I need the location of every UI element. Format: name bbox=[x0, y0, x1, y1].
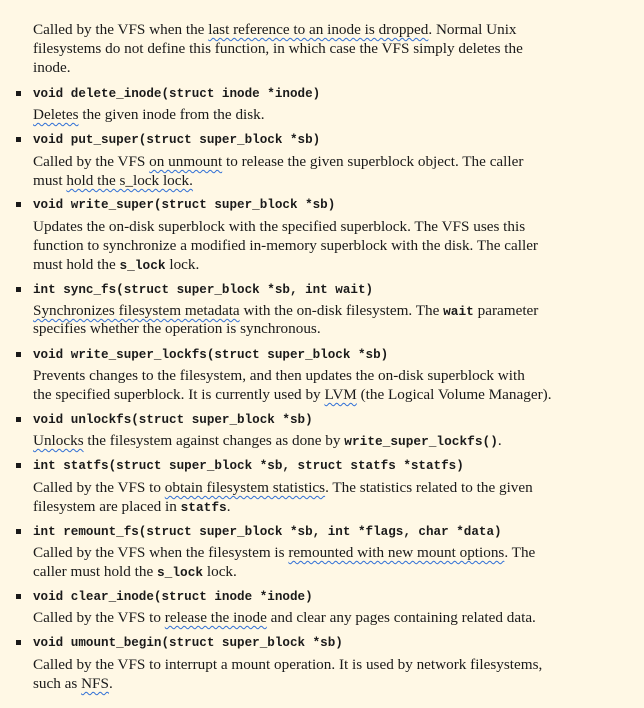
method-signature: void delete_inode(struct inode *inode) bbox=[33, 87, 321, 101]
spellcheck-mark[interactable]: last reference to an inode is dropped bbox=[208, 21, 429, 38]
method-signature: void put_super(struct super_block *sb) bbox=[33, 133, 321, 147]
bullet-icon bbox=[16, 640, 21, 645]
method-description: such as NFS. bbox=[33, 675, 113, 692]
method-signature: int sync_fs(struct super_block *sb, int wait) bbox=[33, 283, 374, 297]
bullet-icon bbox=[16, 352, 21, 357]
method-description: Synchronizes filesystem metadata with the on-disk filesystem. The wait parameter bbox=[33, 302, 539, 319]
method-description: Called by the VFS to interrupt a mount operation. It is used by network filesystems, bbox=[33, 656, 543, 673]
spellcheck-mark[interactable]: LVM bbox=[324, 386, 357, 403]
intro-line-1: Called by the VFS when the last reference to an inode is dropped. Normal Unix bbox=[33, 21, 517, 38]
spellcheck-mark[interactable]: hold the s_lock lock. bbox=[66, 172, 193, 189]
inline-code: write_super_lockfs() bbox=[344, 434, 498, 449]
method-description: function to synchronize a modified in-memory superblock with the disk. The caller bbox=[33, 237, 538, 254]
bullet-icon bbox=[16, 594, 21, 599]
method-description: the specified superblock. It is currently used by LVM (the Logical Volume Manager). bbox=[33, 386, 552, 403]
method-signature: int remount_fs(struct super_block *sb, int *flags, char *data) bbox=[33, 525, 502, 539]
bullet-icon bbox=[16, 463, 21, 468]
method-signature: void write_super_lockfs(struct super_block *sb) bbox=[33, 348, 389, 362]
bullet-icon bbox=[16, 417, 21, 422]
method-description: Called by the VFS when the filesystem is remounted with new mount options. The bbox=[33, 544, 536, 561]
intro-line-2: filesystems do not define this function, in which case the VFS simply deletes the bbox=[33, 40, 523, 57]
method-description: Deletes the given inode from the disk. bbox=[33, 106, 265, 123]
inline-code: statfs bbox=[180, 500, 227, 515]
spellcheck-mark[interactable]: remounted with new mount options bbox=[288, 544, 505, 561]
inline-code: wait bbox=[443, 304, 474, 319]
bullet-icon bbox=[16, 91, 21, 96]
method-signature: int statfs(struct super_block *sb, struct statfs *statfs) bbox=[33, 459, 464, 473]
inline-code: s_lock bbox=[157, 565, 204, 580]
spellcheck-mark[interactable]: Deletes bbox=[33, 106, 79, 123]
spellcheck-mark[interactable]: release the inode bbox=[164, 609, 267, 626]
bullet-icon bbox=[16, 529, 21, 534]
spellcheck-mark[interactable]: Unlocks bbox=[33, 432, 84, 449]
spellcheck-mark[interactable]: obtain filesystem statistics bbox=[164, 479, 326, 496]
bullet-icon bbox=[16, 202, 21, 207]
method-signature: void clear_inode(struct inode *inode) bbox=[33, 590, 313, 604]
intro-line-3: inode. bbox=[33, 59, 71, 76]
method-description: specifies whether the operation is synchronous. bbox=[33, 320, 321, 337]
method-description: must hold the s_lock lock. bbox=[33, 172, 193, 189]
method-description: Updates the on-disk superblock with the specified superblock. The VFS uses this bbox=[33, 218, 526, 235]
method-description: Called by the VFS to release the inode and clear any pages containing related data. bbox=[33, 609, 536, 626]
method-signature: void umount_begin(struct super_block *sb) bbox=[33, 636, 343, 650]
spellcheck-mark[interactable]: Synchronizes filesystem metadata bbox=[33, 302, 240, 319]
method-description: Called by the VFS to obtain filesystem statistics. The statistics related to the given bbox=[33, 479, 533, 496]
bullet-icon bbox=[16, 287, 21, 292]
method-description: Called by the VFS on unmount to release the given superblock object. The caller bbox=[33, 153, 524, 170]
method-description: filesystem are placed in statfs. bbox=[33, 498, 231, 515]
inline-code: s_lock bbox=[119, 258, 166, 273]
spellcheck-mark[interactable]: NFS bbox=[81, 675, 109, 692]
spellcheck-mark[interactable]: on unmount bbox=[149, 153, 223, 170]
method-description: caller must hold the s_lock lock. bbox=[33, 563, 237, 580]
method-description: Unlocks the filesystem against changes as done by write_super_lockfs(). bbox=[33, 432, 502, 449]
method-description: Prevents changes to the filesystem, and then updates the on-disk superblock with bbox=[33, 367, 525, 384]
method-signature: void unlockfs(struct super_block *sb) bbox=[33, 413, 313, 427]
bullet-icon bbox=[16, 137, 21, 142]
method-signature: void write_super(struct super_block *sb) bbox=[33, 198, 336, 212]
method-description: must hold the s_lock lock. bbox=[33, 256, 200, 273]
